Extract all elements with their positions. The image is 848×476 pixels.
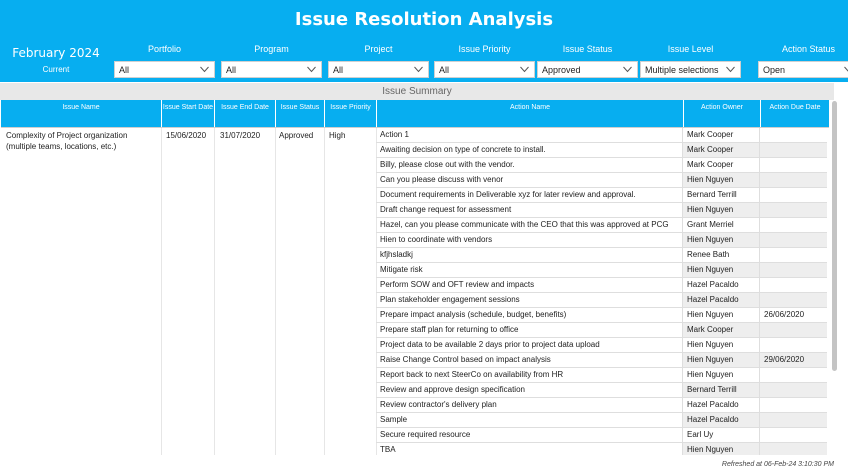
action-owner-cell: Mark Cooper (683, 158, 760, 172)
filter-label: Issue Status (562, 44, 613, 54)
action-due-cell (760, 263, 827, 277)
action-owner-cell: Hien Nguyen (683, 173, 760, 187)
issue-priority-cell: High (329, 131, 346, 140)
filter-label: Issue Level (667, 44, 714, 54)
chevron-down-icon (623, 66, 632, 73)
action-due-cell (760, 443, 827, 455)
action-due-cell (760, 143, 827, 157)
action-list (376, 128, 827, 455)
action-owner-cell: Hien Nguyen (683, 368, 760, 382)
action-name-cell: kfjhsladkj (376, 248, 683, 262)
col-action-owner[interactable]: Action Owner (683, 100, 760, 127)
period-card[interactable] (6, 46, 106, 74)
action-name-cell: Perform SOW and OFT review and impacts (376, 278, 683, 292)
action-owner-cell: Hazel Pacaldo (683, 413, 760, 427)
action-name-cell: Mitigate risk (376, 263, 683, 277)
action-row[interactable] (376, 383, 827, 398)
issue-name-cell: Complexity of Project organization (multiple teams, locations, etc.) (6, 131, 128, 151)
action-owner-cell: Hien Nguyen (683, 203, 760, 217)
action-row[interactable] (376, 293, 827, 308)
action-name-cell: Draft change request for assessment (376, 203, 683, 217)
action-name-cell: Action 1 (376, 128, 683, 142)
chevron-down-icon (844, 66, 848, 73)
action-due-cell (760, 218, 827, 232)
action-row[interactable] (376, 233, 827, 248)
action-row[interactable] (376, 128, 827, 143)
filter-dropdown[interactable] (537, 61, 638, 78)
action-owner-cell: Bernard Terrill (683, 188, 760, 202)
action-row[interactable] (376, 143, 827, 158)
col-issue-start[interactable]: Issue Start Date (161, 100, 214, 127)
action-name-cell: Review contractor's delivery plan (376, 398, 683, 412)
filter-label: Project (364, 44, 393, 54)
chevron-down-icon (307, 66, 316, 73)
filter-issue-status (537, 42, 638, 78)
action-name-cell: Sample (376, 413, 683, 427)
col-action-name[interactable]: Action Name (376, 100, 683, 127)
issue-summary-header: Issue Summary (0, 83, 834, 100)
action-owner-cell: Mark Cooper (683, 128, 760, 142)
action-owner-cell: Hien Nguyen (683, 338, 760, 352)
action-due-cell: 29/06/2020 (760, 353, 827, 367)
filter-label: Portfolio (147, 44, 182, 54)
chevron-down-icon (200, 66, 209, 73)
chevron-down-icon (726, 66, 735, 73)
action-row[interactable] (376, 428, 827, 443)
filter-dropdown[interactable] (640, 61, 741, 78)
action-name-cell: Billy, please close out with the vendor. (376, 158, 683, 172)
period-subtitle: Current (42, 65, 70, 74)
action-due-cell (760, 383, 827, 397)
issue-start-cell: 15/06/2020 (166, 131, 207, 140)
action-due-cell (760, 293, 827, 307)
action-due-cell (760, 173, 827, 187)
issue-status-cell: Approved (279, 131, 314, 140)
action-name-cell: Secure required resource (376, 428, 683, 442)
action-due-cell (760, 323, 827, 337)
filter-dropdown[interactable] (434, 61, 535, 78)
action-name-cell: Review and approve design specification (376, 383, 683, 397)
table-header (1, 100, 829, 127)
action-due-cell (760, 233, 827, 247)
filter-label: Action Status (781, 44, 836, 54)
action-row[interactable] (376, 173, 827, 188)
filter-label: Program (254, 44, 289, 54)
action-due-cell (760, 158, 827, 172)
filter-project (328, 42, 429, 78)
action-row[interactable] (376, 278, 827, 293)
col-issue-name[interactable]: Issue Name (62, 104, 100, 111)
action-row[interactable] (376, 218, 827, 233)
scrollbar-thumb[interactable] (832, 101, 837, 371)
action-owner-cell: Hien Nguyen (683, 263, 760, 277)
action-name-cell: Document requirements in Deliverable xyz for later review and approval. (376, 188, 683, 202)
action-due-cell (760, 398, 827, 412)
action-owner-cell: Hien Nguyen (683, 443, 760, 455)
action-due-cell (760, 248, 827, 262)
action-name-cell: Project data to be available 2 days prior to project data upload (376, 338, 683, 352)
action-owner-cell: Hien Nguyen (683, 353, 760, 367)
filter-label: Issue Priority (458, 44, 511, 54)
col-action-due[interactable]: Action Due Date (760, 100, 829, 127)
filter-value: All (439, 65, 450, 75)
filter-dropdown[interactable] (114, 61, 215, 78)
col-issue-priority[interactable]: Issue Priority (324, 100, 376, 127)
filter-value: Approved (542, 65, 581, 75)
filter-issue-level (640, 42, 741, 78)
filter-portfolio (114, 42, 215, 78)
col-issue-status[interactable]: Issue Status (275, 100, 324, 127)
period-title: February 2024 (12, 46, 100, 60)
filter-dropdown[interactable] (328, 61, 429, 78)
action-due-cell (760, 368, 827, 382)
action-due-cell (760, 413, 827, 427)
action-owner-cell: Mark Cooper (683, 143, 760, 157)
action-row[interactable] (376, 443, 827, 455)
action-name-cell: Hazel, can you please communicate with the CEO that this was approved at PCG (376, 218, 683, 232)
action-owner-cell: Hien Nguyen (683, 308, 760, 322)
filter-dropdown[interactable] (758, 61, 848, 78)
action-name-cell: Prepare staff plan for returning to office (376, 323, 683, 337)
action-row[interactable] (376, 308, 827, 323)
action-owner-cell: Mark Cooper (683, 323, 760, 337)
col-issue-end[interactable]: Issue End Date (214, 100, 275, 127)
action-name-cell: Plan stakeholder engagement sessions (376, 293, 683, 307)
action-owner-cell: Hazel Pacaldo (683, 278, 760, 292)
action-due-cell (760, 428, 827, 442)
action-name-cell: Hien to coordinate with vendors (376, 233, 683, 247)
action-row[interactable] (376, 338, 827, 353)
action-row[interactable] (376, 323, 827, 338)
action-row[interactable] (376, 188, 827, 203)
action-owner-cell: Hien Nguyen (683, 233, 760, 247)
action-name-cell: Prepare impact analysis (schedule, budget, benefits) (376, 308, 683, 322)
action-due-cell (760, 278, 827, 292)
action-name-cell: Can you please discuss with venor (376, 173, 683, 187)
filter-action-status (758, 42, 848, 78)
refreshed-timestamp: Refreshed at 06-Feb-24 3:10:30 PM (721, 461, 834, 468)
filter-value: All (226, 65, 237, 75)
action-due-cell (760, 128, 827, 142)
chevron-down-icon (520, 66, 529, 73)
filter-dropdown[interactable] (221, 61, 322, 78)
action-due-cell (760, 188, 827, 202)
action-owner-cell: Grant Merriel (683, 218, 760, 232)
action-owner-cell: Hazel Pacaldo (683, 398, 760, 412)
action-name-cell: TBA (376, 443, 683, 455)
issue-table-body[interactable] (1, 127, 829, 455)
action-due-cell: 26/06/2020 (764, 310, 805, 319)
action-due-cell (760, 203, 827, 217)
chevron-down-icon (414, 66, 423, 73)
action-name-cell: Raise Change Control based on impact analysis (376, 353, 683, 367)
action-row[interactable] (376, 353, 827, 368)
action-name-cell: Report back to next SteerCo on availability from HR (376, 368, 683, 382)
filter-value: Open (763, 65, 786, 75)
filter-issue-priority (434, 42, 535, 78)
action-owner-cell: Bernard Terrill (683, 383, 760, 397)
filter-value: All (119, 65, 130, 75)
action-name-cell: Awaiting decision on type of concrete to install. (376, 143, 683, 157)
action-row[interactable] (376, 368, 827, 383)
report-title: Issue Resolution Analysis (294, 9, 554, 30)
action-row[interactable] (376, 263, 827, 278)
action-owner-cell: Renee Bath (683, 248, 760, 262)
issue-end-cell: 31/07/2020 (220, 131, 261, 140)
action-row[interactable] (376, 398, 827, 413)
filter-value: Multiple selections (645, 65, 719, 75)
filter-value: All (333, 65, 344, 75)
action-row[interactable] (376, 413, 827, 428)
action-row[interactable] (376, 248, 827, 263)
action-row[interactable] (376, 203, 827, 218)
filter-program (221, 42, 322, 78)
action-row[interactable] (376, 158, 827, 173)
action-due-cell (760, 338, 827, 352)
action-owner-cell: Hazel Pacaldo (683, 293, 760, 307)
action-owner-cell: Earl Uy (683, 428, 760, 442)
